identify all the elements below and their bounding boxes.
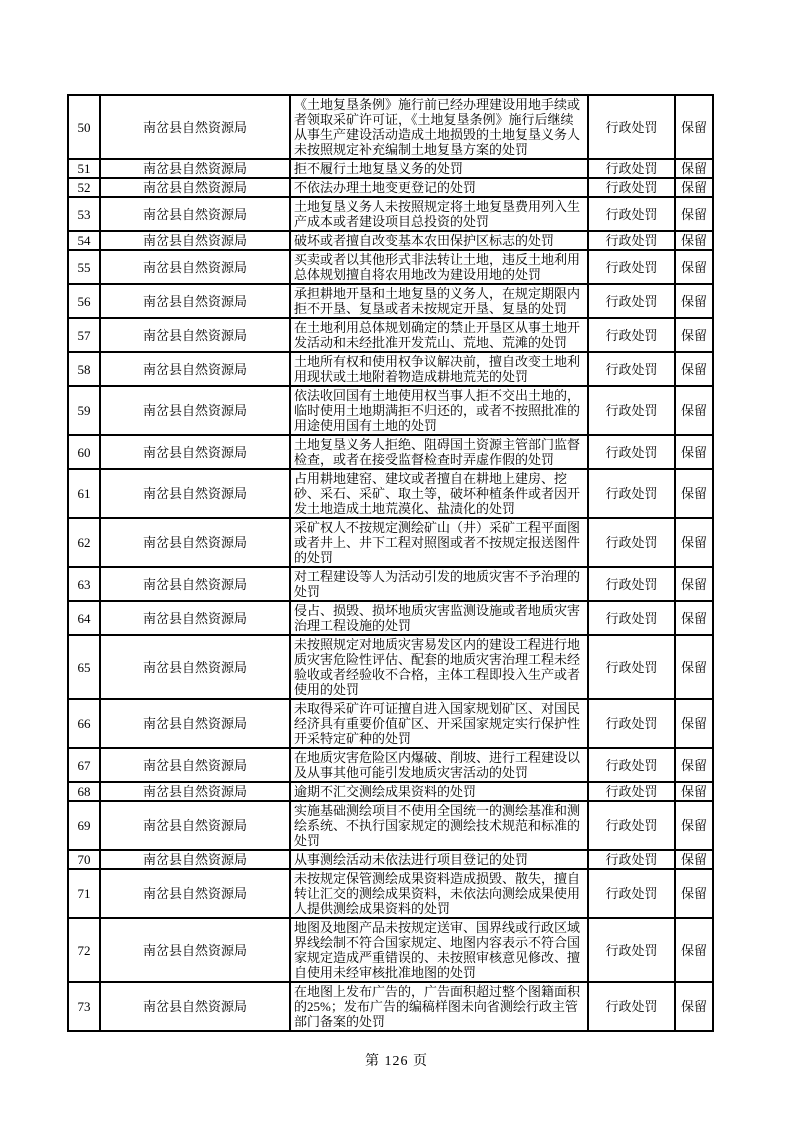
row-sequence-number: 53 (68, 197, 100, 231)
row-sequence-number: 55 (68, 250, 100, 284)
penalty-item-cell: 对工程建设等人为活动引发的地质灾害不予治理的处罚 (290, 567, 588, 601)
department-cell: 南岔县自然资源局 (100, 982, 290, 1031)
decision-cell: 保留 (675, 178, 713, 197)
table-row (68, 748, 713, 782)
decision-cell: 保留 (675, 386, 713, 435)
decision-cell: 保留 (675, 318, 713, 352)
table-row (68, 95, 713, 159)
penalty-type-cell: 行政处罚 (588, 231, 675, 250)
penalty-item-cell: 承担耕地开垦和土地复垦的义务人，在规定期限内拒不开垦、复垦或者未按规定开垦、复垦的处罚 (290, 284, 588, 318)
table-row (68, 318, 713, 352)
department-cell: 南岔县自然资源局 (100, 178, 290, 197)
department-cell: 南岔县自然资源局 (100, 918, 290, 982)
row-sequence-number: 52 (68, 178, 100, 197)
table-row (68, 352, 713, 386)
penalty-item-cell: 依法收回国有土地使用权当事人拒不交出土地的，临时使用土地期满拒不归还的，或者不按照批准的用途使用国有土地的处罚 (290, 386, 588, 435)
department-cell: 南岔县自然资源局 (100, 748, 290, 782)
row-sequence-number: 51 (68, 159, 100, 178)
table-row (68, 801, 713, 850)
penalty-type-cell: 行政处罚 (588, 850, 675, 869)
penalty-items-table (67, 94, 714, 1032)
penalty-type-cell: 行政处罚 (588, 318, 675, 352)
department-cell: 南岔县自然资源局 (100, 231, 290, 250)
table-row (68, 635, 713, 699)
penalty-item-cell: 在地质灾害危险区内爆破、削坡、进行工程建设以及从事其他可能引发地质灾害活动的处罚 (290, 748, 588, 782)
penalty-item-cell: 占用耕地建窑、建坟或者擅自在耕地上建房、挖砂、采石、采矿、取土等，破坏种植条件或者因开发土地造成土地荒漠化、盐渍化的处罚 (290, 469, 588, 518)
penalty-type-cell: 行政处罚 (588, 95, 675, 159)
decision-cell: 保留 (675, 635, 713, 699)
department-cell: 南岔县自然资源局 (100, 352, 290, 386)
penalty-item-cell: 未按照规定对地质灾害易发区内的建设工程进行地质灾害危险性评估、配套的地质灾害治理工程未经验收或者经验收不合格，主体工程即投入生产或者使用的处罚 (290, 635, 588, 699)
penalty-type-cell: 行政处罚 (588, 159, 675, 178)
department-cell: 南岔县自然资源局 (100, 435, 290, 469)
table-row (68, 469, 713, 518)
row-sequence-number: 62 (68, 518, 100, 567)
row-sequence-number: 67 (68, 748, 100, 782)
page-number-footer: 第 126 页 (365, 1054, 428, 1069)
penalty-item-cell: 在地图上发布广告的，广告面积超过整个图籍面积的25%；发布广告的编稿样图未向省测绘行政主管部门备案的处罚 (290, 982, 588, 1031)
department-cell: 南岔县自然资源局 (100, 284, 290, 318)
penalty-item-cell: 从事测绘活动未依法进行项目登记的处罚 (290, 850, 588, 869)
row-sequence-number: 54 (68, 231, 100, 250)
department-cell: 南岔县自然资源局 (100, 699, 290, 748)
department-cell: 南岔县自然资源局 (100, 318, 290, 352)
department-cell: 南岔县自然资源局 (100, 601, 290, 635)
decision-cell: 保留 (675, 231, 713, 250)
department-cell: 南岔县自然资源局 (100, 518, 290, 567)
decision-cell: 保留 (675, 982, 713, 1031)
table-row (68, 250, 713, 284)
penalty-type-cell: 行政处罚 (588, 284, 675, 318)
row-sequence-number: 60 (68, 435, 100, 469)
row-sequence-number: 56 (68, 284, 100, 318)
penalty-item-cell: 土地复垦义务人拒绝、阻碍国土资源主管部门监督检查，或者在接受监督检查时弄虚作假的处罚 (290, 435, 588, 469)
decision-cell: 保留 (675, 250, 713, 284)
penalty-type-cell: 行政处罚 (588, 567, 675, 601)
penalty-item-cell: 采矿权人不按规定测绘矿山（井）采矿工程平面图或者井上、井下工程对照图或者不按规定报送图件的处罚 (290, 518, 588, 567)
penalty-type-cell: 行政处罚 (588, 699, 675, 748)
penalty-item-cell: 侵占、损毁、损坏地质灾害监测设施或者地质灾害治理工程设施的处罚 (290, 601, 588, 635)
department-cell: 南岔县自然资源局 (100, 250, 290, 284)
penalty-type-cell: 行政处罚 (588, 601, 675, 635)
penalty-item-cell: 土地复垦义务人未按照规定将土地复垦费用列入生产成本或者建设项目总投资的处罚 (290, 197, 588, 231)
row-sequence-number: 71 (68, 869, 100, 918)
row-sequence-number: 59 (68, 386, 100, 435)
table-row (68, 159, 713, 178)
row-sequence-number: 64 (68, 601, 100, 635)
row-sequence-number: 72 (68, 918, 100, 982)
table-row (68, 982, 713, 1031)
penalty-item-cell: 《土地复垦条例》施行前已经办理建设用地手续或者领取采矿许可证，《土地复垦条例》施行后继续从事生产建设活动造成土地损毁的土地复垦义务人未按照规定补充编制土地复垦方案的处罚 (290, 95, 588, 159)
row-sequence-number: 66 (68, 699, 100, 748)
decision-cell: 保留 (675, 850, 713, 869)
table-row (68, 386, 713, 435)
penalty-type-cell: 行政处罚 (588, 801, 675, 850)
decision-cell: 保留 (675, 469, 713, 518)
department-cell: 南岔县自然资源局 (100, 850, 290, 869)
penalty-type-cell: 行政处罚 (588, 518, 675, 567)
department-cell: 南岔县自然资源局 (100, 159, 290, 178)
penalty-item-cell: 逾期不汇交测绘成果资料的处罚 (290, 782, 588, 801)
department-cell: 南岔县自然资源局 (100, 95, 290, 159)
penalty-item-cell: 在土地利用总体规划确定的禁止开垦区从事土地开发活动和未经批准开发荒山、荒地、荒滩的处罚 (290, 318, 588, 352)
table-row (68, 699, 713, 748)
row-sequence-number: 57 (68, 318, 100, 352)
decision-cell: 保留 (675, 869, 713, 918)
decision-cell: 保留 (675, 601, 713, 635)
department-cell: 南岔县自然资源局 (100, 197, 290, 231)
penalty-item-cell: 拒不履行土地复垦义务的处罚 (290, 159, 588, 178)
decision-cell: 保留 (675, 748, 713, 782)
table-row (68, 435, 713, 469)
penalty-type-cell: 行政处罚 (588, 178, 675, 197)
table-row (68, 231, 713, 250)
row-sequence-number: 73 (68, 982, 100, 1031)
department-cell: 南岔县自然资源局 (100, 782, 290, 801)
decision-cell: 保留 (675, 699, 713, 748)
department-cell: 南岔县自然资源局 (100, 469, 290, 518)
department-cell: 南岔县自然资源局 (100, 567, 290, 601)
row-sequence-number: 50 (68, 95, 100, 159)
department-cell: 南岔县自然资源局 (100, 869, 290, 918)
table-row (68, 782, 713, 801)
row-sequence-number: 70 (68, 850, 100, 869)
penalty-type-cell: 行政处罚 (588, 386, 675, 435)
penalty-item-cell: 实施基础测绘项目不使用全国统一的测绘基准和测绘系统、不执行国家规定的测绘技术规范和标准的处罚 (290, 801, 588, 850)
department-cell: 南岔县自然资源局 (100, 635, 290, 699)
penalty-item-cell: 破坏或者擅自改变基本农田保护区标志的处罚 (290, 231, 588, 250)
table-row (68, 284, 713, 318)
row-sequence-number: 63 (68, 567, 100, 601)
decision-cell: 保留 (675, 567, 713, 601)
table-body (68, 95, 713, 1031)
row-sequence-number: 65 (68, 635, 100, 699)
penalty-item-cell: 未取得采矿许可证擅自进入国家规划矿区、对国民经济具有重要价值矿区、开采国家规定实行保护性开采特定矿种的处罚 (290, 699, 588, 748)
penalty-item-cell: 地图及地图产品未按规定送审、国界线或行政区域界线绘制不符合国家规定、地图内容表示不符合国家规定造成严重错误的、未按照审核意见修改、擅自使用未经审核批准地图的处罚 (290, 918, 588, 982)
penalty-type-cell: 行政处罚 (588, 469, 675, 518)
department-cell: 南岔县自然资源局 (100, 386, 290, 435)
decision-cell: 保留 (675, 352, 713, 386)
penalty-item-cell: 未按规定保管测绘成果资料造成损毁、散失，擅自转让汇交的测绘成果资料，未依法向测绘成果使用人提供测绘成果资料的处罚 (290, 869, 588, 918)
penalty-type-cell: 行政处罚 (588, 982, 675, 1031)
decision-cell: 保留 (675, 159, 713, 178)
decision-cell: 保留 (675, 782, 713, 801)
table-row (68, 518, 713, 567)
penalty-type-cell: 行政处罚 (588, 197, 675, 231)
department-cell: 南岔县自然资源局 (100, 801, 290, 850)
decision-cell: 保留 (675, 801, 713, 850)
penalty-item-cell: 买卖或者以其他形式非法转让土地，违反土地利用总体规划擅自将农用地改为建设用地的处罚 (290, 250, 588, 284)
penalty-type-cell: 行政处罚 (588, 918, 675, 982)
penalty-item-cell: 不依法办理土地变更登记的处罚 (290, 178, 588, 197)
table-row (68, 850, 713, 869)
penalty-type-cell: 行政处罚 (588, 635, 675, 699)
penalty-type-cell: 行政处罚 (588, 435, 675, 469)
penalty-type-cell: 行政处罚 (588, 250, 675, 284)
decision-cell: 保留 (675, 518, 713, 567)
table-row (68, 601, 713, 635)
table-row (68, 197, 713, 231)
table-row (68, 567, 713, 601)
decision-cell: 保留 (675, 284, 713, 318)
decision-cell: 保留 (675, 435, 713, 469)
row-sequence-number: 68 (68, 782, 100, 801)
table-row (68, 918, 713, 982)
penalty-type-cell: 行政处罚 (588, 869, 675, 918)
decision-cell: 保留 (675, 197, 713, 231)
penalty-item-cell: 土地所有权和使用权争议解决前，擅自改变土地利用现状或土地附着物造成耕地荒芜的处罚 (290, 352, 588, 386)
penalty-type-cell: 行政处罚 (588, 782, 675, 801)
decision-cell: 保留 (675, 918, 713, 982)
table-row (68, 178, 713, 197)
decision-cell: 保留 (675, 95, 713, 159)
row-sequence-number: 58 (68, 352, 100, 386)
penalty-type-cell: 行政处罚 (588, 748, 675, 782)
row-sequence-number: 61 (68, 469, 100, 518)
penalty-type-cell: 行政处罚 (588, 352, 675, 386)
row-sequence-number: 69 (68, 801, 100, 850)
table-row (68, 869, 713, 918)
